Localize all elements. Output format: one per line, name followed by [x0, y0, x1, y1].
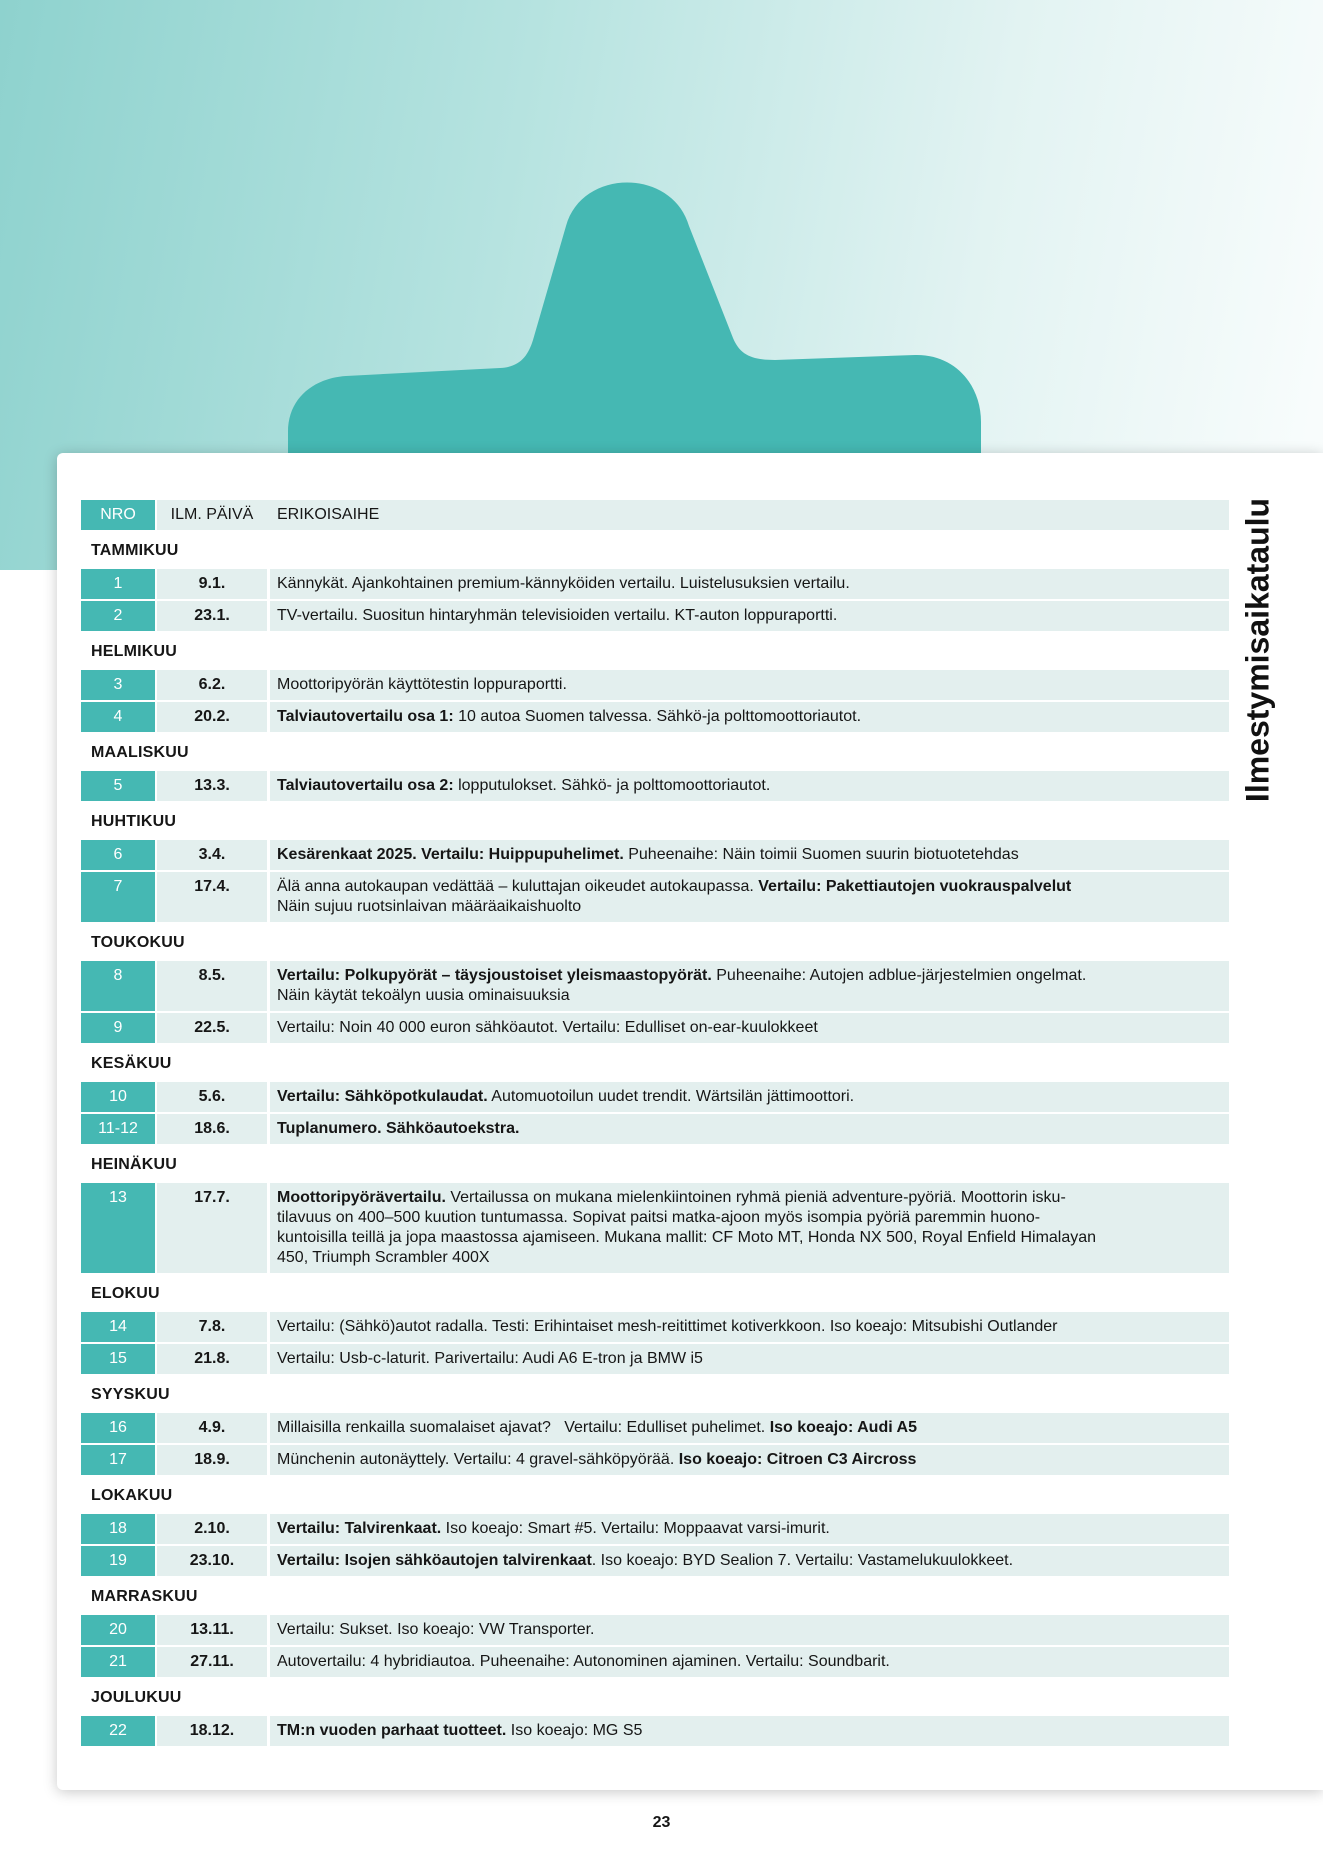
topic-text: Iso koeajo: MG S5 [506, 1722, 643, 1739]
topic-highlight: Talviautovertailu osa 1: [277, 708, 454, 725]
topic-text: Puheenaihe: Autojen adblue-järjestelmien ongelmat. [711, 967, 1087, 984]
issue-topic [270, 771, 1229, 801]
issue-number: 19 [81, 1546, 155, 1576]
issue-row [81, 1546, 1229, 1576]
topic-text: tilavuus on 400–500 kuution tuntumassa. Sopivat paitsi matka-ajoon myös isompia pyöriä paremmin huono- [277, 1209, 1041, 1226]
issue-row [81, 569, 1229, 599]
issue-number: 22 [81, 1716, 155, 1746]
topic-highlight: Vertailu: Pakettiautojen vuokrauspalvelut [758, 878, 1072, 895]
issue-number: 1 [81, 569, 155, 599]
issue-date: 7.8. [157, 1312, 267, 1342]
topic-line [277, 1228, 1229, 1248]
topic-line [277, 1721, 1229, 1741]
issue-topic [270, 1114, 1229, 1144]
month-label: HEINÄKUU [91, 1156, 178, 1173]
topic-text: Vertailu: (Sähkö)autot radalla. Testi: Erihintaiset mesh-reitittimet kotiverkkoon. Iso koeajo: Mitsubishi Outlander [277, 1318, 1058, 1335]
issue-date: 21.8. [157, 1344, 267, 1374]
issue-row [81, 840, 1229, 870]
issue-number: 3 [81, 670, 155, 700]
topic-text: Moottoripyörän käyttötestin loppuraportti. [277, 676, 567, 693]
month-label: TOUKOKUU [91, 934, 185, 951]
topic-highlight: Vertailu: Sähköpotkulaudat. [277, 1088, 488, 1105]
topic-text: Kännykät. Ajankohtainen premium-kännyköiden vertailu. Luistelusuksien vertailu. [277, 575, 850, 592]
month-label: KESÄKUU [91, 1055, 172, 1072]
topic-line [277, 986, 1229, 1006]
month-label: LOKAKUU [91, 1487, 173, 1504]
schedule-body [81, 532, 1229, 1746]
issue-row [81, 961, 1229, 1011]
topic-line [277, 1087, 1229, 1107]
issue-number: 8 [81, 961, 155, 1011]
topic-highlight: Vertailu: Talvirenkaat. [277, 1520, 442, 1537]
topic-text: Millaisilla renkailla suomalaiset ajavat? Vertailu: Edulliset puhelimet. [277, 1419, 770, 1436]
issue-date: 18.9. [157, 1445, 267, 1475]
issue-row [81, 1413, 1229, 1443]
topic-line [277, 1248, 1229, 1268]
issue-date: 17.4. [157, 872, 267, 922]
topic-text: Älä anna autokaupan vedättää – kuluttajan oikeudet autokaupassa. [277, 878, 759, 895]
issue-date: 18.6. [157, 1114, 267, 1144]
issue-number: 6 [81, 840, 155, 870]
issue-topic [270, 702, 1229, 732]
topic-text: 10 autoa Suomen talvessa. Sähkö-ja polttomoottoriautot. [453, 708, 862, 725]
issue-topic [270, 1716, 1229, 1746]
topic-text: Iso koeajo: Smart #5. Vertailu: Moppaavat varsi-imurit. [441, 1520, 830, 1537]
month-label: ELOKUU [91, 1285, 160, 1302]
topic-text: kuntoisilla teillä ja jopa maastossa ajamiseen. Mukana mallit: CF Moto MT, Honda NX 500, Royal Enfield Himalayan [277, 1229, 1097, 1246]
topic-text: Vertailussa on mukana mielenkiintoinen ryhmä pieniä adventure-pyöriä. Moottorin isku- [445, 1189, 1066, 1206]
issue-date: 8.5. [157, 961, 267, 1011]
issue-date: 5.6. [157, 1082, 267, 1112]
issue-number: 14 [81, 1312, 155, 1342]
issue-topic [270, 840, 1229, 870]
issue-row [81, 1114, 1229, 1144]
issue-date: 13.3. [157, 771, 267, 801]
topic-line [277, 675, 1229, 695]
issue-number: 5 [81, 771, 155, 801]
topic-line [277, 1652, 1229, 1672]
month-label: MARRASKUU [91, 1588, 198, 1605]
header-date: ILM. PÄIVÄ [157, 500, 267, 530]
issue-row [81, 1445, 1229, 1475]
topic-text: . Iso koeajo: BYD Sealion 7. Vertailu: Vastamelukuulokkeet. [591, 1552, 1014, 1569]
issue-date: 2.10. [157, 1514, 267, 1544]
issue-row [81, 771, 1229, 801]
topic-highlight: Tuplanumero. Sähköautoekstra. [277, 1120, 520, 1137]
issue-number: 2 [81, 601, 155, 631]
topic-text: Näin käytät tekoälyn uusia ominaisuuksia [277, 987, 570, 1004]
issue-row [81, 1716, 1229, 1746]
issue-row [81, 1312, 1229, 1342]
issue-date: 23.10. [157, 1546, 267, 1576]
issue-row [81, 1183, 1229, 1273]
header-nro: NRO [81, 500, 155, 530]
topic-line [277, 574, 1229, 594]
topic-highlight: Talviautovertailu osa 2: [277, 777, 454, 794]
issue-topic [270, 670, 1229, 700]
topic-highlight: Vertailu: Isojen sähköautojen talvirenkaat [277, 1552, 592, 1569]
issue-topic [270, 1312, 1229, 1342]
header-topic: ERIKOISAIHE [267, 500, 1229, 530]
topic-text: Vertailu: Sukset. Iso koeajo: VW Transporter. [277, 1621, 595, 1638]
month-label: TAMMIKUU [91, 542, 179, 559]
issue-topic [270, 1647, 1229, 1677]
issue-number: 7 [81, 872, 155, 922]
topic-highlight: Vertailu: Polkupyörät – täysjoustoiset yleismaastopyörät. [277, 967, 712, 984]
topic-line [277, 776, 1229, 796]
issue-date: 18.12. [157, 1716, 267, 1746]
issue-topic [270, 1082, 1229, 1112]
topic-text: Automuotoilun uudet trendit. Wärtsilän jättimoottori. [487, 1088, 855, 1105]
topic-text: Vertailu: Noin 40 000 euron sähköautot. Vertailu: Edulliset on-ear-kuulokkeet [277, 1019, 818, 1036]
topic-line [277, 1551, 1229, 1571]
topic-line [277, 1119, 1229, 1139]
issue-number: 21 [81, 1647, 155, 1677]
month-label: MAALISKUU [91, 744, 189, 761]
issue-number: 9 [81, 1013, 155, 1043]
issue-row [81, 601, 1229, 631]
topic-line [277, 845, 1229, 865]
issue-row [81, 872, 1229, 922]
page-number: 23 [652, 1814, 671, 1831]
issue-number: 20 [81, 1615, 155, 1645]
issue-row [81, 670, 1229, 700]
table-header-row [81, 500, 1229, 530]
topic-text: Näin sujuu ruotsinlaivan määräaikaishuolto [277, 898, 582, 915]
issue-row [81, 1647, 1229, 1677]
issue-topic [270, 1615, 1229, 1645]
month-label: SYYSKUU [91, 1386, 170, 1403]
issue-date: 17.7. [157, 1183, 267, 1273]
issue-row [81, 1514, 1229, 1544]
topic-text: TV-vertailu. Suositun hintaryhmän televisioiden vertailu. KT-auton loppuraportti. [277, 607, 838, 624]
issue-number: 4 [81, 702, 155, 732]
issue-topic [270, 961, 1229, 1011]
issue-row [81, 1013, 1229, 1043]
topic-highlight: Kesärenkaat 2025. Vertailu: Huippupuhelimet. [277, 846, 624, 863]
issue-number: 13 [81, 1183, 155, 1273]
month-label: HELMIKUU [91, 643, 178, 660]
topic-highlight: Moottoripyörävertailu. [277, 1189, 446, 1206]
topic-highlight: Iso koeajo: Audi A5 [769, 1419, 917, 1436]
topic-text: Puheenaihe: Näin toimii Suomen suurin biotuotetehdas [623, 846, 1019, 863]
issue-date: 3.4. [157, 840, 267, 870]
issue-date: 23.1. [157, 601, 267, 631]
topic-text: Münchenin autonäyttely. Vertailu: 4 gravel-sähköpyörää. [277, 1451, 679, 1468]
issue-date: 13.11. [157, 1615, 267, 1645]
topic-line [277, 1188, 1229, 1208]
issue-date: 22.5. [157, 1013, 267, 1043]
month-label: JOULUKUU [91, 1689, 182, 1706]
topic-line [277, 966, 1229, 986]
issue-date: 20.2. [157, 702, 267, 732]
page-title: Ilmestymisaikataulu [1239, 497, 1276, 803]
topic-line [277, 897, 1229, 917]
issue-topic [270, 569, 1229, 599]
issue-row [81, 1615, 1229, 1645]
topic-line [277, 1317, 1229, 1337]
topic-line [277, 707, 1229, 727]
issue-number: 15 [81, 1344, 155, 1374]
topic-text: Autovertailu: 4 hybridiautoa. Puheenaihe: Autonominen ajaminen. Vertailu: Soundbarit. [277, 1653, 890, 1670]
issue-row [81, 702, 1229, 732]
issue-number: 11-12 [81, 1114, 155, 1144]
issue-topic [270, 1413, 1229, 1443]
month-label: HUHTIKUU [91, 813, 177, 830]
issue-topic [270, 601, 1229, 631]
topic-line [277, 1018, 1229, 1038]
issue-row [81, 1344, 1229, 1374]
topic-line [277, 1450, 1229, 1470]
issue-topic [270, 872, 1229, 922]
issue-number: 18 [81, 1514, 155, 1544]
topic-highlight: TM:n vuoden parhaat tuotteet. [277, 1722, 507, 1739]
issue-number: 17 [81, 1445, 155, 1475]
issue-topic [270, 1445, 1229, 1475]
issue-number: 16 [81, 1413, 155, 1443]
issue-number: 10 [81, 1082, 155, 1112]
topic-text: Vertailu: Usb-c-laturit. Parivertailu: Audi A6 E-tron ja BMW i5 [277, 1350, 703, 1367]
topic-line [277, 1418, 1229, 1438]
issue-date: 27.11. [157, 1647, 267, 1677]
issue-row [81, 1082, 1229, 1112]
issue-topic [270, 1183, 1229, 1273]
topic-line [277, 877, 1229, 897]
topic-line [277, 1349, 1229, 1369]
issue-topic [270, 1514, 1229, 1544]
issue-date: 9.1. [157, 569, 267, 599]
topic-line [277, 606, 1229, 626]
issue-date: 6.2. [157, 670, 267, 700]
issue-date: 4.9. [157, 1413, 267, 1443]
schedule-table [81, 500, 1229, 1746]
issue-topic [270, 1344, 1229, 1374]
issue-topic [270, 1546, 1229, 1576]
topic-highlight: Iso koeajo: Citroen C3 Aircross [678, 1451, 917, 1468]
topic-line [277, 1519, 1229, 1539]
topic-text: lopputulokset. Sähkö- ja polttomoottoriautot. [453, 777, 771, 794]
topic-text: 450, Triumph Scrambler 400X [277, 1249, 490, 1266]
topic-line [277, 1620, 1229, 1640]
issue-topic [270, 1013, 1229, 1043]
topic-line [277, 1208, 1229, 1228]
